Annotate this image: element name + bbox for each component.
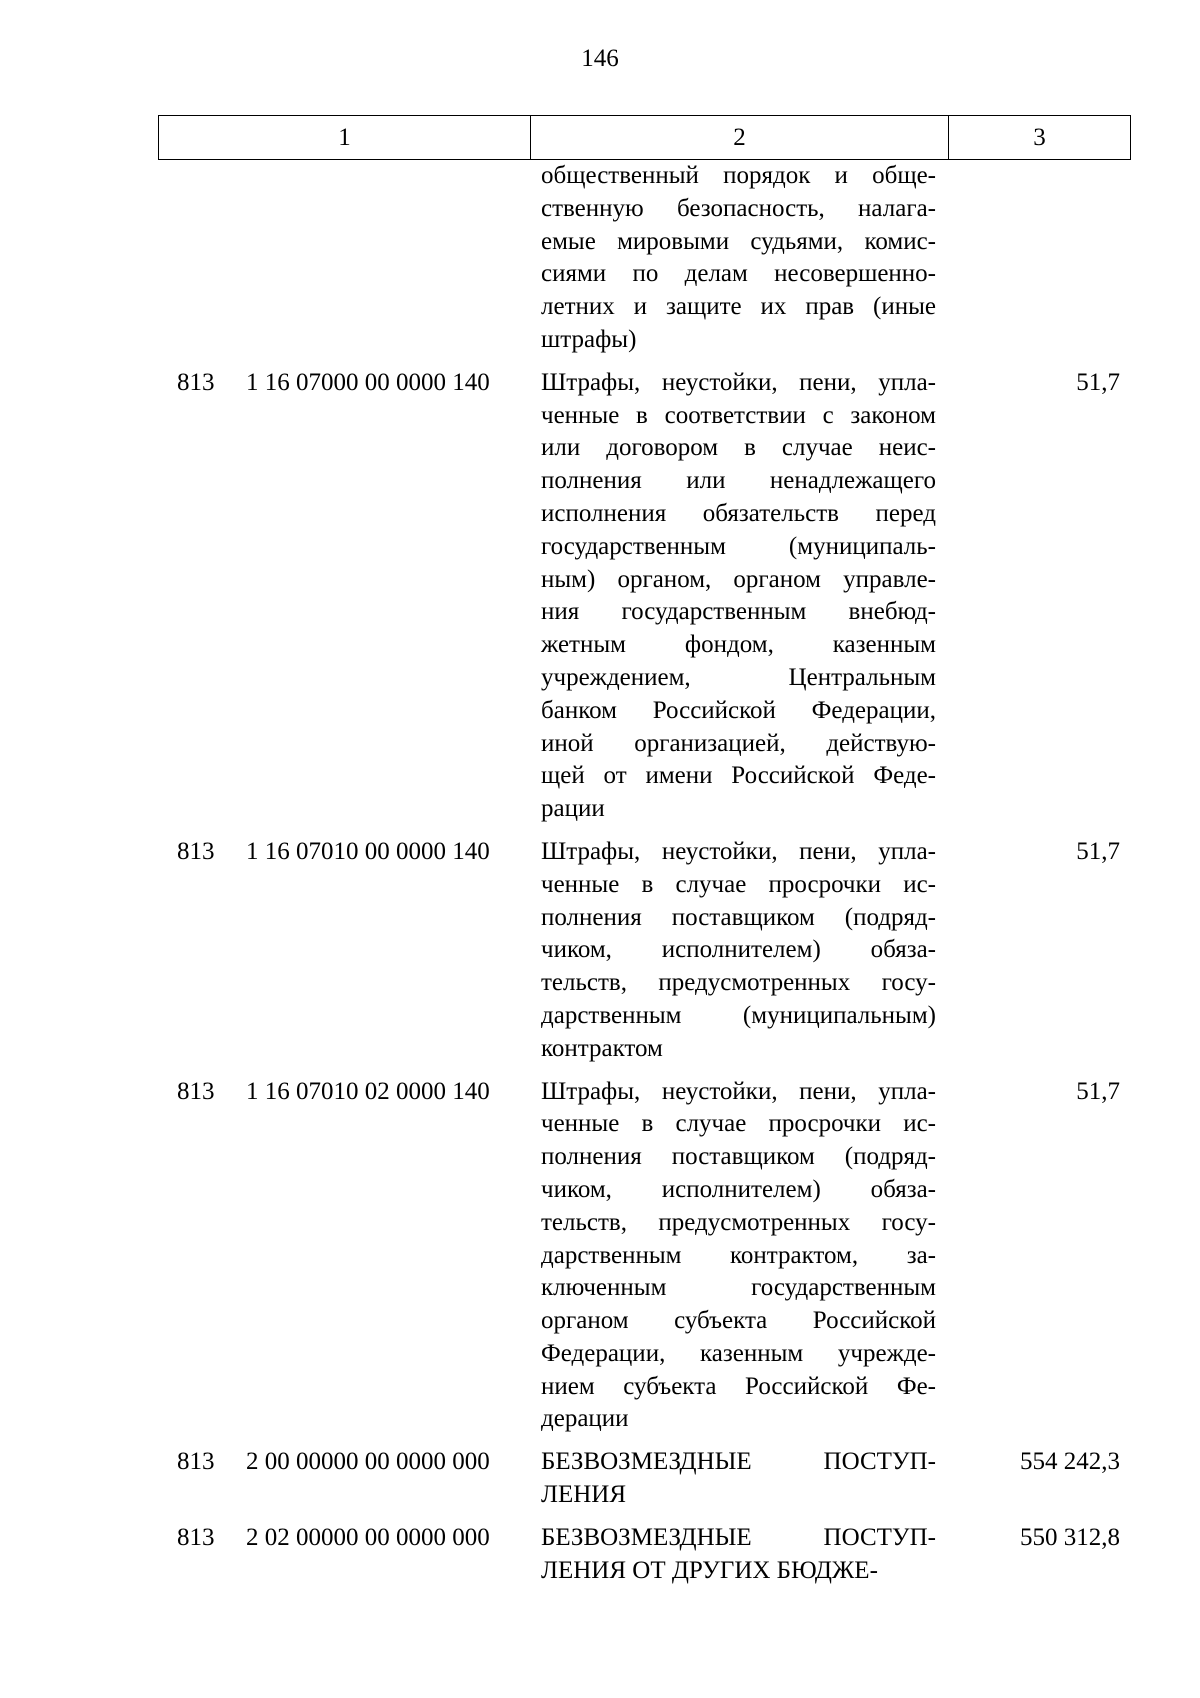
budget-classification-code: 2 02 00000 00 0000 000 xyxy=(246,1523,490,1551)
text-line: исполнения обязательств перед xyxy=(541,499,936,527)
text-line: органом субъекта Российской xyxy=(541,1307,936,1335)
text-line: общественный порядок и обще- xyxy=(541,162,936,189)
income-description xyxy=(541,367,936,826)
header-cell-1: 1 xyxy=(159,116,531,159)
table-row xyxy=(0,1076,1200,1437)
table-row xyxy=(0,836,1200,1066)
table-body xyxy=(0,160,1200,1587)
table-rows xyxy=(0,367,1200,1588)
text-line: Штрафы, неустойки, пени, упла- xyxy=(541,368,936,396)
text-line: иной организацией, действую- xyxy=(541,729,936,757)
admin-code: 813 xyxy=(177,1523,215,1551)
text-line: ченные в соответствии с законом xyxy=(541,401,936,429)
text-line: или договором в случае неис- xyxy=(541,434,936,462)
text-line: ным) органом, органом управле- xyxy=(541,565,936,593)
text-line: ченные в случае просрочки ис- xyxy=(541,870,936,898)
text-line: дарственным (муниципальным) xyxy=(541,1001,936,1029)
text-line: дерации xyxy=(541,1405,629,1433)
income-description xyxy=(541,836,936,1066)
income-description xyxy=(541,1076,936,1437)
table-header xyxy=(158,115,1131,160)
admin-code: 813 xyxy=(177,1448,215,1476)
text-line: ключенным государственным xyxy=(541,1274,936,1302)
text-line: штрафы) xyxy=(541,325,637,353)
text-line: емые мировыми судьями, комис- xyxy=(541,227,936,255)
text-line: Штрафы, неустойки, пени, упла- xyxy=(541,1077,936,1105)
text-line: дарственным контрактом, за- xyxy=(541,1241,936,1269)
text-line: государственным (муниципаль- xyxy=(541,532,936,560)
income-description xyxy=(541,1446,936,1512)
page-number: 146 xyxy=(581,45,619,72)
text-line: рации xyxy=(541,795,605,823)
continuation-text xyxy=(541,160,936,357)
text-line: полнения или ненадлежащего xyxy=(541,467,936,495)
table-row xyxy=(0,1522,1200,1588)
text-line: контрактом xyxy=(541,1034,663,1062)
amount: 554 242,3 xyxy=(1020,1448,1120,1476)
text-line: учреждением, Центральным xyxy=(541,663,936,691)
amount: 550 312,8 xyxy=(1020,1523,1120,1551)
text-line: Штрафы, неустойки, пени, упла- xyxy=(541,837,936,865)
text-line: ченные в случае просрочки ис- xyxy=(541,1110,936,1138)
budget-classification-code: 1 16 07010 00 0000 140 xyxy=(246,837,490,865)
text-line: БЕЗВОЗМЕЗДНЫЕ ПОСТУП- xyxy=(541,1448,936,1476)
text-line: летних и защите их прав (иные xyxy=(541,293,936,321)
text-line: БЕЗВОЗМЕЗДНЫЕ ПОСТУП- xyxy=(541,1523,936,1551)
admin-code: 813 xyxy=(177,368,215,396)
text-line: нием субъекта Российской Фе- xyxy=(541,1372,936,1400)
income-description xyxy=(541,1522,936,1588)
text-line: чиком, исполнителем) обяза- xyxy=(541,1175,936,1203)
admin-code: 813 xyxy=(177,837,215,865)
text-line: ния государственным внебюд- xyxy=(541,598,936,626)
text-line: тельств, предусмотренных госу- xyxy=(541,969,936,997)
header-cell-3: 3 xyxy=(1033,123,1046,151)
text-line: чиком, исполнителем) обяза- xyxy=(541,936,936,964)
table-row xyxy=(0,367,1200,826)
budget-classification-code: 2 00 00000 00 0000 000 xyxy=(246,1448,490,1476)
table-row xyxy=(0,1446,1200,1512)
amount: 51,7 xyxy=(1076,837,1120,865)
text-line: жетным фондом, казенным xyxy=(541,631,936,659)
text-line: Федерации, казенным учрежде- xyxy=(541,1339,936,1367)
text-line: ЛЕНИЯ ОТ ДРУГИХ БЮДЖЕ- xyxy=(541,1556,878,1584)
text-line: щей от имени Российской Феде- xyxy=(541,762,936,790)
admin-code: 813 xyxy=(177,1077,215,1105)
text-line: сиями по делам несовершенно- xyxy=(541,260,936,288)
budget-classification-code: 1 16 07010 02 0000 140 xyxy=(246,1077,490,1105)
header-cell-2: 2 xyxy=(531,116,949,159)
text-line: полнения поставщиком (подряд- xyxy=(541,1143,936,1171)
text-line: тельств, предусмотренных госу- xyxy=(541,1208,936,1236)
text-line: ЛЕНИЯ xyxy=(541,1481,627,1509)
text-line: ственную безопасность, налага- xyxy=(541,194,936,222)
amount: 51,7 xyxy=(1076,368,1120,396)
budget-classification-code: 1 16 07000 00 0000 140 xyxy=(246,368,490,396)
text-line: банком Российской Федерации, xyxy=(541,696,936,724)
amount: 51,7 xyxy=(1076,1077,1120,1105)
text-line: полнения поставщиком (подряд- xyxy=(541,903,936,931)
